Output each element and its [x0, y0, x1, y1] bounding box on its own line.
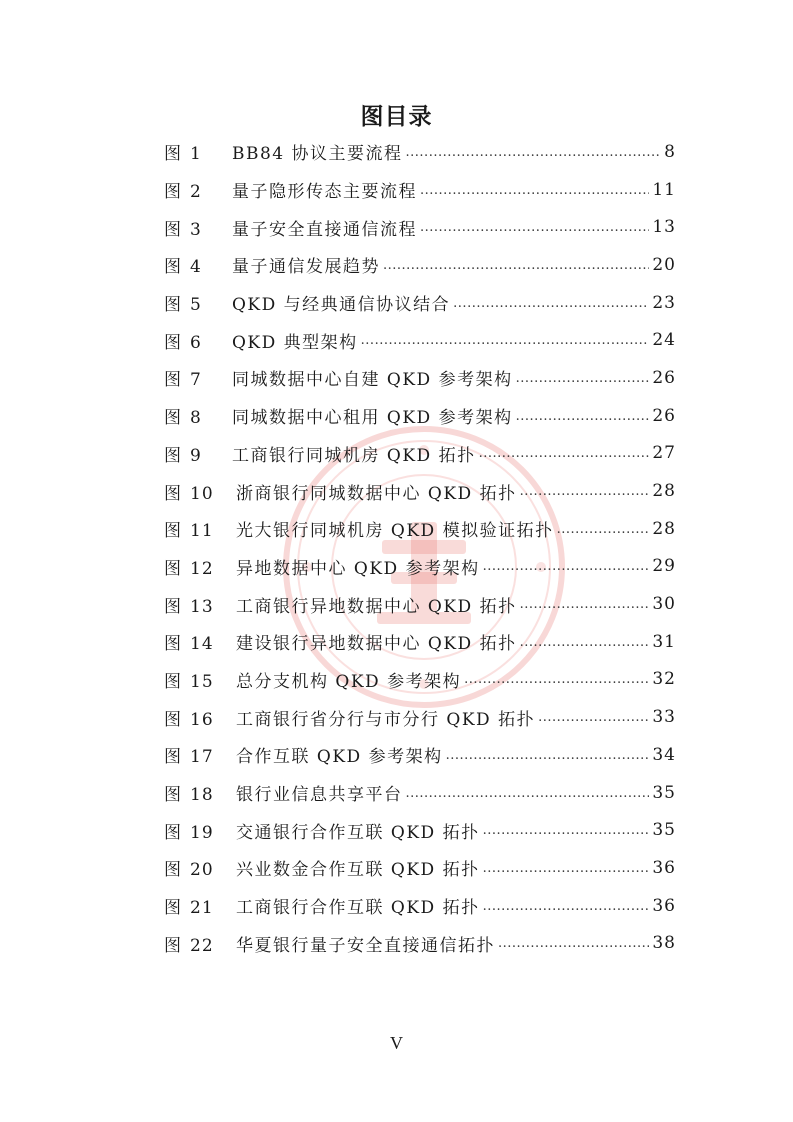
- dot-leader: [483, 556, 650, 576]
- entry-title: BB84 协议主要流程: [232, 144, 403, 165]
- entry-title: 交通银行合作互联 QKD 拓扑: [236, 822, 480, 843]
- figure-label: 图 16: [164, 709, 214, 730]
- page-number: 36: [652, 857, 676, 878]
- toc-entry[interactable]: [164, 698, 676, 736]
- figure-label: 图 10: [164, 483, 214, 504]
- entry-title: 工商银行合作互联 QKD 拓扑: [236, 898, 480, 919]
- entry-title: 量子隐形传态主要流程: [232, 182, 417, 203]
- figure-label: 图 20: [164, 860, 214, 881]
- figure-label: 图 21: [164, 898, 214, 919]
- figure-label: 图 12: [164, 558, 214, 579]
- page-number: 36: [652, 895, 676, 916]
- figure-label: 图 15: [164, 671, 214, 692]
- dot-leader: [361, 330, 650, 350]
- dot-leader: [464, 669, 649, 689]
- page-number: 8: [664, 141, 676, 162]
- toc-entry[interactable]: [164, 359, 676, 397]
- page-number: 31: [652, 631, 676, 652]
- entry-title: 光大银行同城机房 QKD 模拟验证拓扑: [236, 521, 554, 542]
- page-number: 20: [652, 254, 676, 275]
- figure-label: 图 11: [164, 521, 214, 542]
- entry-title: 工商银行同城机房 QKD 拓扑: [232, 445, 476, 466]
- dot-leader: [516, 406, 650, 426]
- toc-entry[interactable]: [164, 472, 676, 510]
- dot-leader: [483, 820, 650, 840]
- toc-entry[interactable]: [164, 321, 676, 359]
- entry-title: 量子通信发展趋势: [232, 257, 380, 278]
- figure-label: 图 19: [164, 822, 214, 843]
- entry-title: 银行业信息共享平台: [236, 785, 403, 806]
- toc-entry[interactable]: [164, 623, 676, 661]
- dot-leader: [520, 594, 650, 614]
- dot-leader: [557, 519, 650, 539]
- toc-entry[interactable]: [164, 585, 676, 623]
- figure-label: 图 14: [164, 634, 214, 655]
- page-number: 30: [652, 594, 676, 615]
- entry-title: 华夏银行量子安全直接通信拓扑: [236, 935, 495, 956]
- entry-title: QKD 与经典通信协议结合: [232, 295, 451, 316]
- dot-leader: [406, 142, 661, 162]
- figure-label: 图 17: [164, 747, 214, 768]
- entry-title: 工商银行省分行与市分行 QKD 拓扑: [236, 709, 536, 730]
- toc-entry[interactable]: [164, 774, 676, 812]
- figure-label: 图 18: [164, 785, 214, 806]
- page-number: 26: [652, 405, 676, 426]
- entry-title: 量子安全直接通信流程: [232, 219, 417, 240]
- page-number: 35: [652, 782, 676, 803]
- dot-leader: [453, 293, 649, 313]
- toc-entry[interactable]: [164, 811, 676, 849]
- toc-entry[interactable]: [164, 133, 676, 171]
- entry-title: 兴业数金合作互联 QKD 拓扑: [236, 860, 480, 881]
- dot-leader: [498, 933, 649, 953]
- page-number: 11: [652, 179, 676, 200]
- toc-entry[interactable]: [164, 284, 676, 322]
- toc-entry[interactable]: [164, 246, 676, 284]
- figure-label: 图 22: [164, 935, 214, 956]
- dot-leader: [383, 255, 649, 275]
- page-number: 32: [652, 669, 676, 690]
- figure-label: 图 5: [164, 295, 202, 316]
- toc-entry[interactable]: [164, 849, 676, 887]
- page-title: 图目录: [360, 104, 433, 130]
- toc-entry[interactable]: [164, 171, 676, 209]
- toc-entry[interactable]: [164, 661, 676, 699]
- page-number: 29: [652, 556, 676, 577]
- entry-title: 浙商银行同城数据中心 QKD 拓扑: [236, 483, 517, 504]
- toc-entry[interactable]: [164, 397, 676, 435]
- figure-label: 图 2: [164, 182, 202, 203]
- entry-title: 同城数据中心自建 QKD 参考架构: [232, 370, 513, 391]
- toc-entry[interactable]: [164, 887, 676, 925]
- figure-label: 图 9: [164, 445, 202, 466]
- dot-leader: [520, 632, 650, 652]
- dot-leader: [538, 707, 649, 727]
- page-number: 28: [652, 518, 676, 539]
- dot-leader: [516, 368, 650, 388]
- toc-entry[interactable]: [164, 435, 676, 473]
- page-footer-number: V: [390, 1033, 403, 1053]
- dot-leader: [406, 783, 650, 803]
- dot-leader: [446, 745, 650, 765]
- figure-list: [164, 133, 676, 962]
- dot-leader: [483, 858, 650, 878]
- page-number: 26: [652, 367, 676, 388]
- dot-leader: [483, 896, 650, 916]
- page-number: 28: [652, 481, 676, 502]
- entry-title: 工商银行异地数据中心 QKD 拓扑: [236, 596, 517, 617]
- page-number: 33: [652, 707, 676, 728]
- dot-leader: [420, 180, 649, 200]
- toc-entry[interactable]: [164, 924, 676, 962]
- entry-title: 合作互联 QKD 参考架构: [236, 747, 443, 768]
- figure-label: 图 1: [164, 144, 202, 165]
- page-number: 27: [652, 443, 676, 464]
- entry-title: 同城数据中心租用 QKD 参考架构: [232, 408, 513, 429]
- dot-leader: [479, 443, 650, 463]
- page-number: 23: [652, 292, 676, 313]
- entry-title: 总分支机构 QKD 参考架构: [236, 671, 462, 692]
- dot-leader: [520, 481, 650, 501]
- figure-label: 图 4: [164, 257, 202, 278]
- figure-label: 图 3: [164, 219, 202, 240]
- page-number: 34: [652, 744, 676, 765]
- figure-label: 图 6: [164, 332, 202, 353]
- figure-label: 图 7: [164, 370, 202, 391]
- toc-entry[interactable]: [164, 736, 676, 774]
- entry-title: 建设银行异地数据中心 QKD 拓扑: [236, 634, 517, 655]
- page-number: 24: [652, 330, 676, 351]
- entry-title: QKD 典型架构: [232, 332, 358, 353]
- toc-entry[interactable]: [164, 548, 676, 586]
- page-number: 38: [652, 933, 676, 954]
- page-number: 13: [652, 217, 676, 238]
- page-number: 35: [652, 820, 676, 841]
- toc-entry[interactable]: [164, 208, 676, 246]
- entry-title: 异地数据中心 QKD 参考架构: [236, 558, 480, 579]
- figure-label: 图 8: [164, 408, 202, 429]
- dot-leader: [420, 217, 649, 237]
- toc-entry[interactable]: [164, 510, 676, 548]
- figure-label: 图 13: [164, 596, 214, 617]
